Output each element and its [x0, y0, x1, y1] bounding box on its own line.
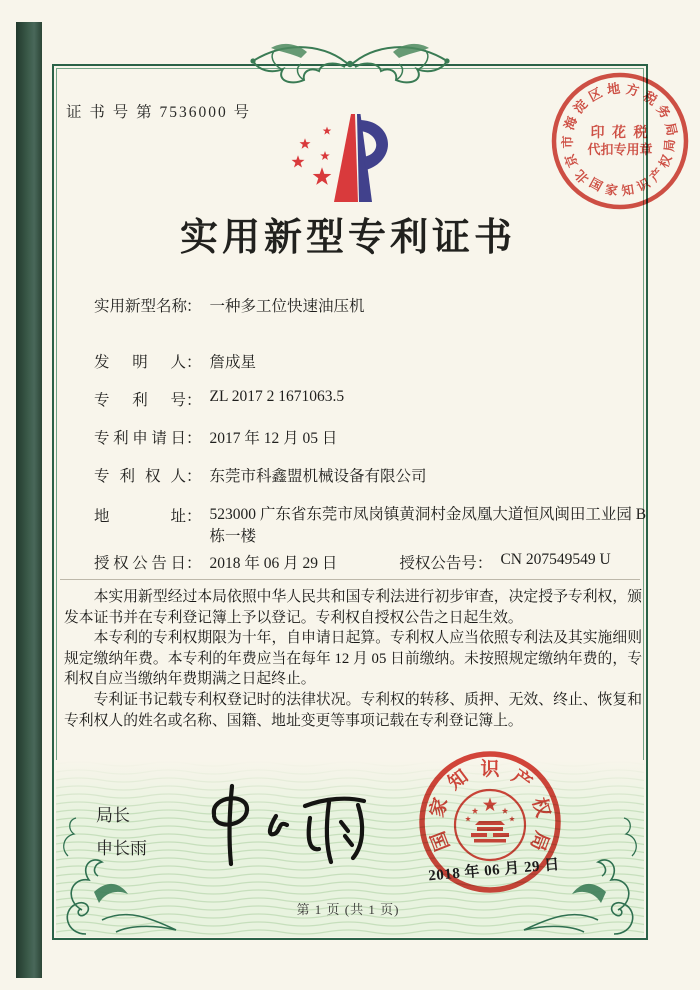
director-block [96, 799, 147, 865]
svg-text:知: 知 [444, 765, 473, 795]
field-row-address: 地址： 523000 广东省东莞市凤岗镇黄洞村金凤凰大道恒风闽田工业园 B 栋一楼 [94, 504, 656, 548]
field-label: 专利号 [94, 392, 186, 409]
field-row-patent-no: 专利号： ZL 2017 2 1671063.5 [94, 388, 345, 409]
svg-text:局: 局 [662, 138, 678, 153]
field-label: 发明人 [94, 354, 186, 371]
director-title: 局长 [96, 806, 130, 825]
field-value: 2017 年 12 月 05 日 [209, 430, 338, 447]
svg-text:区: 区 [586, 84, 605, 105]
svg-text:权: 权 [527, 795, 554, 820]
field-label: 专利申请日 [94, 430, 186, 447]
top-ornament-icon [245, 34, 455, 90]
tax-stamp-seal-icon [545, 66, 695, 216]
field-label: 实用新型名称 [94, 298, 188, 315]
field-value: 523000 广东省东莞市凤岗镇黄洞村金凤凰大道恒风闽田工业园 B 栋一楼 [209, 506, 647, 545]
field-row-utility-name: 实用新型名称： 一种多工位快速油压机 [94, 294, 365, 316]
field-value: 2018 年 06 月 29 日 [209, 555, 338, 572]
svg-text:地: 地 [606, 80, 621, 98]
signature-handwriting-icon [198, 772, 383, 874]
svg-text:权: 权 [656, 152, 675, 170]
svg-text:国: 国 [427, 828, 455, 854]
svg-text:知: 知 [620, 182, 636, 199]
svg-text:淀: 淀 [570, 96, 591, 117]
body-paragraph: 本专利的专利权期限为十年，自申请日起算。专利权人应当依照专利法及其实施细则规定缴纳年费。本专利的年费应当在每年 12 月 05 日前缴纳。未按照规定缴纳年费的，专利权自应当缴纳年费期满之日起终止。 [64, 630, 642, 688]
field-value: CN 207549549 U [500, 551, 611, 568]
field-label: 专利权人 [94, 468, 186, 485]
body-paragraph: 本实用新型经过本局依照中华人民共和国专利法进行初步审查，决定授予专利权，颁发本证书并在专利登记簿上予以登记。专利权自授权公告之日起生效。 [64, 589, 642, 626]
cnipa-logo-icon [287, 110, 399, 208]
field-value: 詹成星 [209, 354, 257, 371]
certificate-number: 证 书 号 第 7536000 号 [66, 104, 252, 121]
field-label: 授权公告号 [399, 555, 477, 572]
svg-text:家: 家 [603, 182, 619, 199]
field-value: 东莞市科鑫盟机械设备有限公司 [209, 468, 427, 485]
field-label: 授权公告日 [94, 555, 186, 572]
svg-text:海: 海 [561, 114, 580, 132]
separator-line [60, 579, 640, 580]
field-value: 一种多工位快速油压机 [209, 298, 365, 315]
svg-text:识: 识 [480, 759, 500, 780]
field-row-patentee: 专利权人： 东莞市科鑫盟机械设备有限公司 [94, 464, 427, 486]
svg-text:印 花 税: 印 花 税 [590, 126, 650, 141]
body-paragraph: 专利证书记载专利权登记时的法律状况。专利权的转移、质押、无效、终止、恢复和专利权人的姓名或名称、国籍、地址变更等事项记载在专利登记簿上。 [64, 691, 642, 729]
svg-text:务: 务 [653, 102, 674, 122]
svg-text:国: 国 [586, 175, 605, 194]
field-row-filing-date: 专利申请日： 2017 年 12 月 05 日 [94, 426, 337, 448]
certificate-title: 实用新型专利证书 [179, 217, 516, 259]
grant-no-pair: 授权公告号： CN 207549549 U [399, 551, 611, 572]
svg-text:北: 北 [571, 166, 592, 187]
svg-text:产: 产 [507, 765, 536, 795]
svg-text:局: 局 [662, 121, 680, 138]
field-label: 地址 [94, 508, 186, 525]
page-footer: 第 1 页 (共 1 页) [296, 902, 400, 917]
svg-text:产: 产 [647, 165, 666, 185]
national-emblem-icon [455, 790, 525, 860]
svg-text:税: 税 [640, 88, 660, 108]
svg-text:市: 市 [559, 135, 576, 149]
svg-text:代扣专用章: 代扣专用章 [587, 142, 653, 157]
field-row-grant: 授权公告日： 2018 年 06 月 29 日 授权公告号： CN 207549549 U [94, 551, 611, 572]
director-name: 申长雨 [96, 839, 147, 858]
svg-text:方: 方 [624, 81, 641, 99]
field-row-inventor: 发明人： 詹成星 [94, 350, 256, 372]
binding-strip [16, 22, 42, 978]
svg-text:家: 家 [426, 795, 453, 820]
svg-text:京: 京 [561, 151, 581, 170]
seal-date: 2018 年 06 月 29 日 [427, 856, 561, 885]
field-value: ZL 2017 2 1671063.5 [209, 388, 345, 405]
svg-text:局: 局 [525, 828, 553, 854]
svg-text:识: 识 [634, 176, 653, 195]
legal-text-block [64, 587, 642, 731]
